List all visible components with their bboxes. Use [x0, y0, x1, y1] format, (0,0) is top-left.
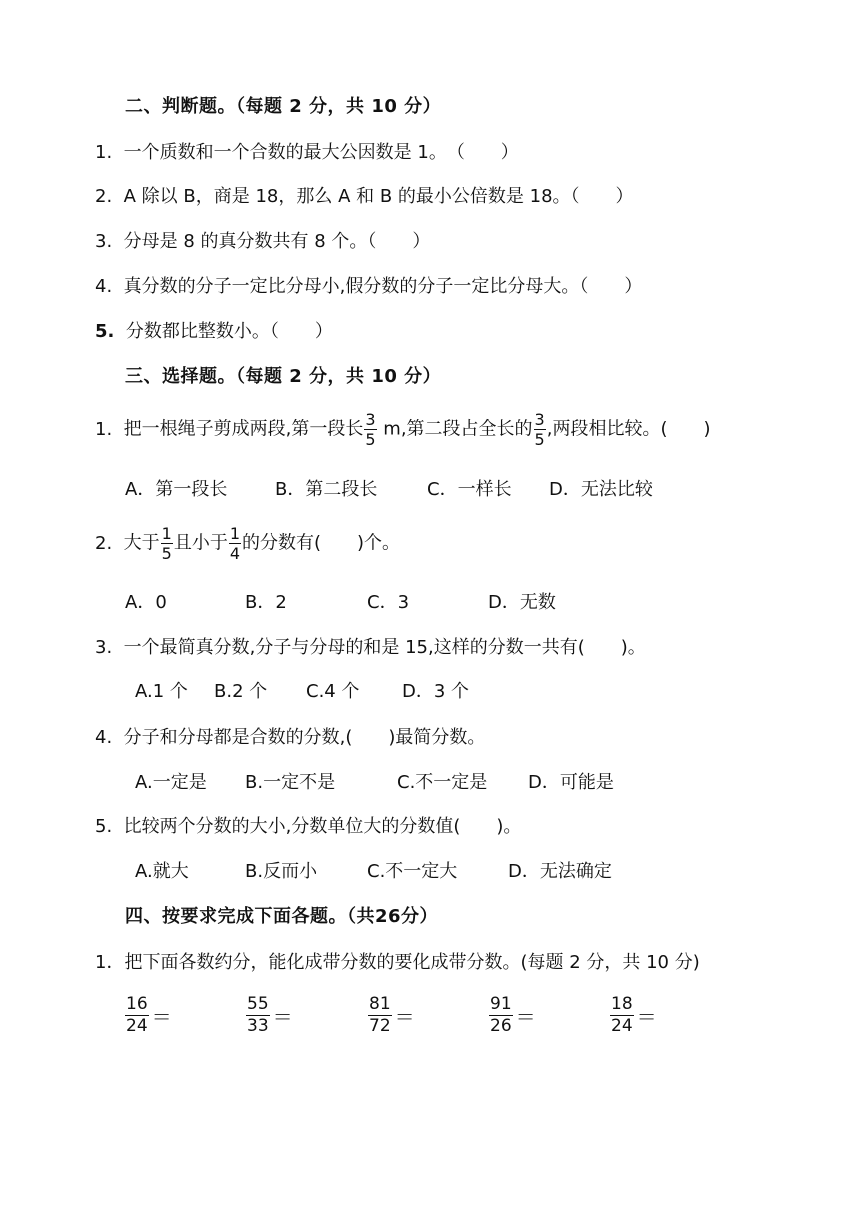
fraction-numerator: 91	[490, 994, 512, 1014]
fraction-exercise-1	[124, 994, 172, 1037]
fraction-numerator: 18	[611, 994, 633, 1014]
calc-question-1	[95, 952, 700, 974]
section-3-heading: 三、选择题。（每题 2 分，共 10 分）	[125, 366, 442, 387]
option-d: D．3 个	[402, 681, 470, 702]
question-text-part: 把一根绳子剪成两段,第一段长	[123, 418, 364, 440]
item-number: 4.	[95, 727, 113, 748]
option-c: C.不一定是	[397, 772, 488, 793]
fraction-numerator: 81	[369, 994, 391, 1014]
item-number: 5.	[95, 321, 115, 342]
judge-item-4	[95, 276, 642, 298]
option-b: B．第二段长	[275, 479, 378, 500]
item-number: 3.	[95, 231, 113, 252]
fraction-one-fifth	[161, 524, 173, 563]
fraction-numerator: 16	[126, 994, 148, 1014]
choice-question-5	[95, 816, 521, 838]
item-number: 1.	[95, 418, 113, 440]
fraction	[368, 994, 392, 1037]
fraction-exercise-3	[367, 994, 415, 1037]
item-text: A 除以 B，商是 18，那么 A 和 B 的最小公倍数是 18。（ ）	[123, 186, 634, 207]
item-text: 真分数的分子一定比分母小,假分数的分子一定比分母大。（ ）	[123, 276, 643, 297]
equals-sign: ＝	[151, 1005, 172, 1029]
fraction-denominator: 26	[490, 1016, 512, 1036]
item-number: 2.	[95, 186, 113, 207]
question-text: 一个最简真分数,分子与分母的和是 15,这样的分数一共有( )。	[123, 637, 646, 658]
option-a: A．第一段长	[125, 479, 228, 500]
question-text: 把下面各数约分，能化成带分数的要化成带分数。(每题 2 分，共 10 分)	[124, 952, 700, 973]
option-a: A.一定是	[135, 772, 207, 793]
fraction-numerator: 55	[247, 994, 269, 1014]
fraction-denominator: 24	[126, 1016, 148, 1036]
fraction-numerator: 1	[229, 524, 241, 543]
item-number: 3.	[95, 637, 113, 658]
fraction-one-fourth	[229, 524, 241, 563]
equals-sign: ＝	[272, 1005, 293, 1029]
option-d: D．可能是	[528, 772, 614, 793]
option-d: D．无法确定	[508, 861, 612, 882]
question-text-part: 的分数有( )个。	[242, 532, 401, 554]
option-d: D．无法比较	[549, 479, 653, 500]
fraction-numerator: 3	[534, 410, 545, 429]
option-a: A.就大	[135, 861, 189, 882]
item-text: 一个质数和一个合数的最大公因数是 1。 （ ）	[123, 142, 519, 163]
fraction	[125, 994, 149, 1037]
question-text-part: ,两段相比较。( )	[546, 418, 711, 440]
fraction-denominator: 4	[229, 544, 241, 563]
option-b: B.2 个	[214, 681, 268, 702]
fraction-denominator: 5	[161, 544, 172, 563]
fraction-numerator: 3	[365, 410, 376, 429]
fraction-exercise-4	[488, 994, 536, 1037]
item-number: 5.	[95, 816, 113, 837]
choice-question-3	[95, 637, 646, 659]
question-text: 分子和分母都是合数的分数,( )最简分数。	[123, 727, 486, 748]
fraction	[489, 994, 513, 1037]
question-text-part: 大于	[123, 532, 160, 554]
option-a: A.1 个	[135, 681, 188, 702]
option-a: A．0	[125, 592, 167, 613]
option-d: D．无数	[488, 592, 556, 613]
fraction	[610, 994, 634, 1037]
fraction-exercise-5	[609, 994, 657, 1037]
judge-item-2	[95, 186, 634, 208]
option-c: C.4 个	[306, 681, 360, 702]
option-c: C．3	[367, 592, 410, 613]
fraction-three-fifths	[534, 410, 546, 449]
item-text: 分数都比整数小。（ ）	[125, 321, 333, 342]
option-c: C．一样长	[427, 479, 512, 500]
item-number: 2.	[95, 532, 113, 554]
question-text-part: m,第二段占全长的	[377, 418, 533, 440]
question-text-part: 且小于	[173, 532, 228, 554]
judge-item-5	[95, 321, 333, 343]
equals-sign: ＝	[636, 1005, 657, 1029]
item-text: 分母是 8 的真分数共有 8 个。（ ）	[123, 231, 431, 252]
section-4-heading: 四、按要求完成下面各题。（共26分）	[125, 906, 439, 927]
section-2-heading: 二、判断题。（每题 2 分，共 10 分）	[125, 96, 442, 117]
fraction	[246, 994, 270, 1037]
item-number: 4.	[95, 276, 113, 297]
item-number: 1．	[95, 952, 125, 973]
fraction-denominator: 5	[534, 430, 545, 449]
fraction-three-fifths	[364, 410, 376, 449]
judge-item-3	[95, 231, 430, 253]
option-c: C.不一定大	[367, 861, 458, 882]
fraction-denominator: 24	[611, 1016, 633, 1036]
question-text: 比较两个分数的大小,分数单位大的分数值( )。	[123, 816, 522, 837]
fraction-denominator: 33	[247, 1016, 269, 1036]
option-b: B．2	[245, 592, 287, 613]
fraction-denominator: 72	[369, 1016, 391, 1036]
fraction-numerator: 1	[161, 524, 172, 543]
choice-question-2	[95, 524, 400, 563]
fraction-exercise-2	[245, 994, 293, 1037]
equals-sign: ＝	[515, 1005, 536, 1029]
judge-item-1	[95, 142, 519, 164]
option-b: B.反而小	[245, 861, 318, 882]
fraction-denominator: 5	[365, 430, 376, 449]
choice-question-4	[95, 727, 485, 749]
item-number: 1.	[95, 142, 113, 163]
equals-sign: ＝	[394, 1005, 415, 1029]
option-b: B.一定不是	[245, 772, 336, 793]
choice-question-1	[95, 410, 711, 449]
